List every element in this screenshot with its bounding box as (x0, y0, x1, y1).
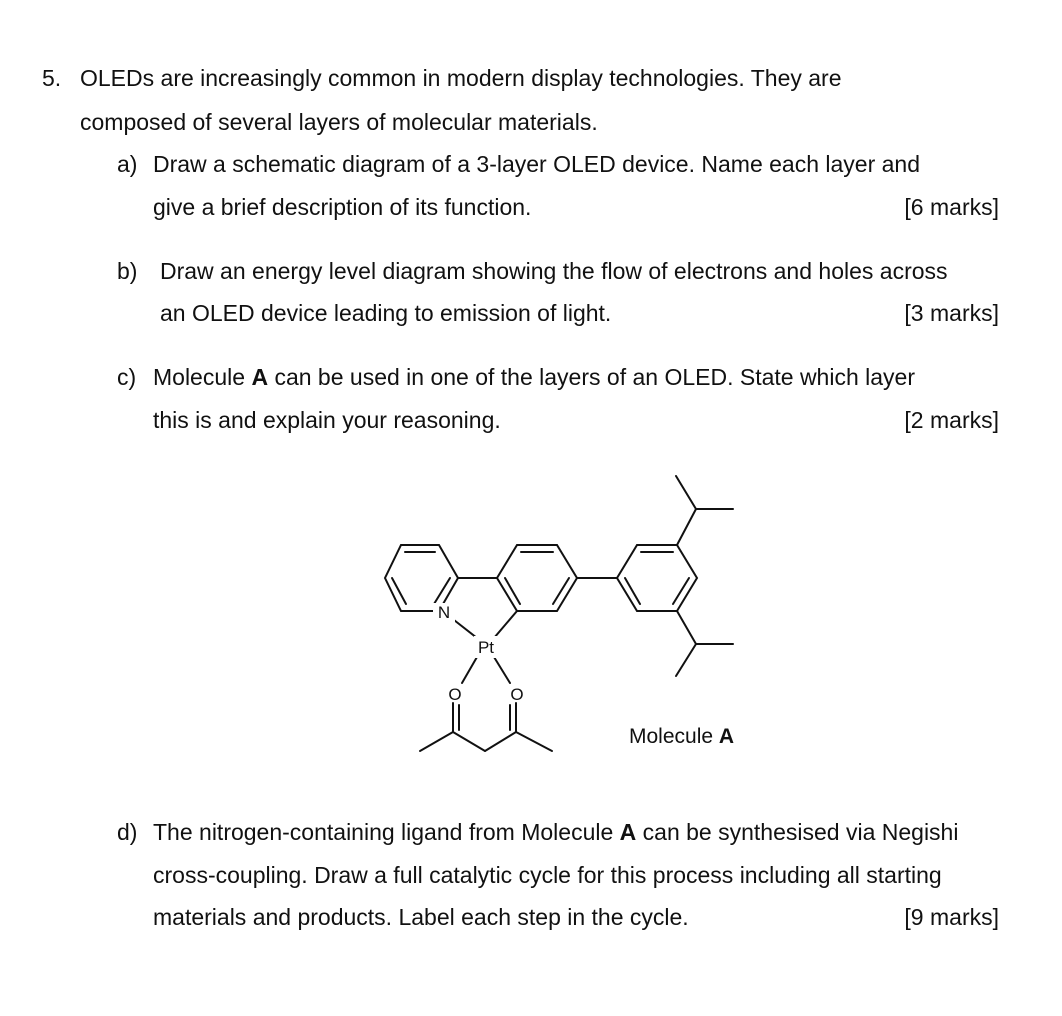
atom-platinum: Pt (477, 638, 495, 657)
part-c-line1-post: can be used in one of the layers of an OLED. State which layer (268, 364, 915, 390)
molecule-caption (629, 724, 734, 750)
pyridine-ring (385, 545, 458, 611)
molecule-caption-bold: A (718, 725, 735, 748)
part-b-line1: Draw an energy level diagram showing the flow of electrons and holes across (160, 258, 948, 284)
part-c-line2: this is and explain your reasoning. (153, 407, 501, 433)
acac-ch-left (453, 732, 485, 751)
phenyl-central-double-2 (553, 578, 569, 604)
part-d-line2: cross-coupling. Draw a full catalytic cycle for this process including all starting (153, 862, 942, 888)
part-b-marks: [3 marks] (904, 300, 999, 326)
part-c-line1-bold: A (251, 364, 269, 390)
part-d-label: d) (117, 819, 138, 845)
atom-oxygen-right: O (510, 685, 524, 704)
part-a-label: a) (117, 151, 138, 177)
acac-methyl-left (420, 732, 453, 751)
phenyl-ring-central (497, 545, 577, 611)
isopropyl-bottom-bond (677, 611, 696, 644)
part-d-line3: materials and products. Label each step in the cycle. (153, 904, 689, 930)
question-intro-line2: composed of several layers of molecular materials. (80, 109, 598, 135)
part-b-line2: an OLED device leading to emission of light. (160, 300, 612, 326)
part-d-line1-bold: A (619, 819, 637, 845)
pyridine-double-3 (392, 578, 406, 604)
part-d-line1 (153, 818, 958, 846)
bond-c-pt (494, 611, 517, 638)
acac-methyl-right (516, 732, 552, 751)
question-number: 5. (42, 65, 62, 91)
phenyl-ring-right (617, 545, 697, 611)
part-b-label: b) (117, 258, 138, 284)
part-a-line1: Draw a schematic diagram of a 3-layer OLED device. Name each layer and (153, 151, 921, 177)
part-c-label: c) (117, 364, 137, 390)
atom-nitrogen: N (437, 603, 451, 622)
part-c-line1-pre: Molecule (153, 364, 252, 390)
part-a-marks: [6 marks] (904, 194, 999, 220)
part-c-marks: [2 marks] (904, 407, 999, 433)
question-intro-line1: OLEDs are increasingly common in modern display technologies. They are (80, 65, 842, 91)
part-d-marks: [9 marks] (904, 904, 999, 930)
phenyl-right-double-2 (673, 578, 689, 604)
isopropyl-bottom-methyl-2 (676, 644, 696, 676)
part-a-line2: give a brief description of its function. (153, 194, 532, 220)
phenyl-central-double-3 (505, 578, 520, 604)
molecule-caption-pre: Molecule (629, 725, 719, 748)
bond-pt-o-right (494, 657, 510, 683)
part-d-line1-pre: The nitrogen-containing ligand from Molecule (153, 819, 620, 845)
isopropyl-top-bond (677, 509, 696, 545)
acac-ch-right (485, 732, 516, 751)
bond-n-pt (454, 620, 477, 638)
part-d-line1-post: can be synthesised via Negishi (636, 819, 959, 845)
bond-pt-o-left (462, 657, 477, 683)
atom-oxygen-left: O (448, 685, 462, 704)
phenyl-right-double-3 (625, 578, 640, 604)
isopropyl-top-methyl-1 (676, 476, 696, 509)
pyridine-double-2 (434, 578, 450, 604)
